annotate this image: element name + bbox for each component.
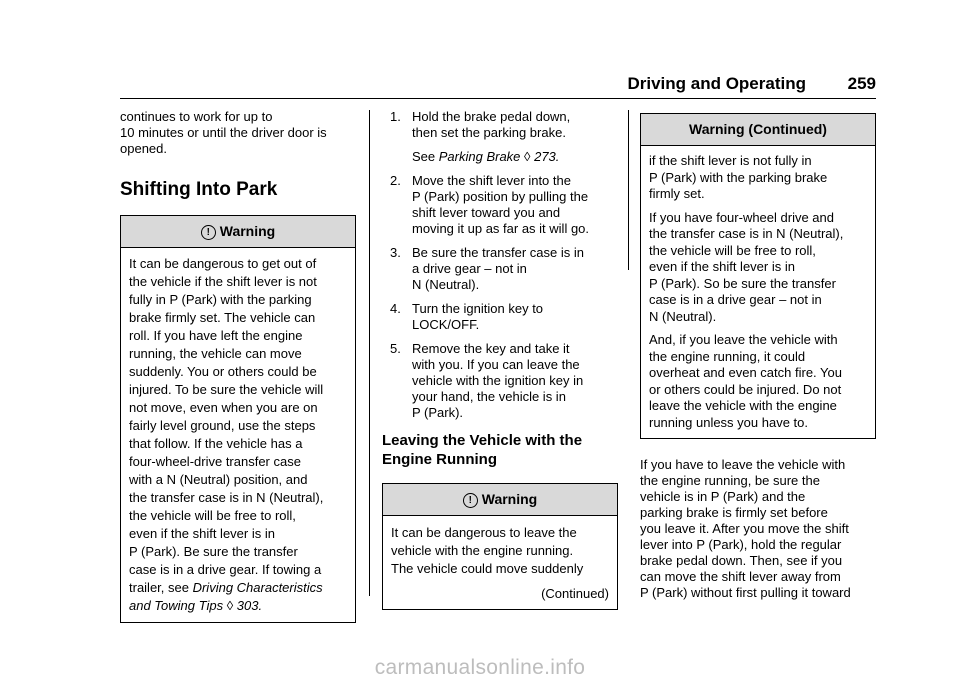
continued-label: (Continued) (541, 586, 609, 601)
xref-icon: ◊ (524, 149, 531, 164)
warning-header (121, 216, 355, 248)
column-1 (120, 109, 356, 623)
list-item: 3. Be sure the transfer case is in a drive gear – not in N (Neutral). (390, 245, 584, 292)
section-title-leaving-vehicle: Leaving the Vehicle with the Engine Running (382, 432, 583, 468)
intro-paragraph: continues to work for up to 10 minutes or until the driver door is opened. (120, 109, 327, 156)
xref-icon: ◊ (226, 598, 234, 613)
list-item: 4. Turn the ignition key to LOCK/OFF. (390, 301, 544, 332)
list-item: 2. Move the shift lever into the P (Park) position by pulling the shift lever toward you and moving it up as far as it will go. (390, 173, 590, 236)
section-header-title: Driving and Operating (627, 74, 806, 93)
warning-header (383, 484, 617, 516)
column-divider-2 (628, 110, 629, 270)
warning-box-continued (640, 113, 876, 439)
steps-list (382, 109, 618, 421)
page-number: 259 (847, 74, 876, 93)
page-header (120, 68, 876, 102)
xref-towing-tips[interactable]: and Towing Tips (129, 598, 224, 613)
warning-icon: ! (463, 493, 478, 508)
warning-label: Warning (219, 223, 276, 239)
warning-box-leaving (382, 483, 618, 610)
warning-header: Warning (Continued) (641, 114, 875, 146)
section-title-shifting-into-park: Shifting Into Park (120, 179, 278, 200)
list-item: 1. Hold the brake pedal down, then set the parking brake. See Parking Brake ◊ 273. (390, 109, 571, 164)
column-3 (640, 113, 876, 601)
warning-body: if the shift lever is not fully in P (Park) with the parking brake firmly set. If you have four-wheel drive and the transfer case is in N (Neutral), the vehicle will be free to roll, even if the shift lever is in P (Park). So be sure the transfer case is in a drive gear – not in N (Neutral). And, if you leave the vehicle with the engine running, it could overheat and even catch fire. You or others could be injured. Do not leave the vehicle with the engine running unless you have to. (649, 153, 844, 430)
warning-icon: ! (201, 225, 216, 240)
warning-label: Warning (481, 491, 538, 507)
column-divider-1 (369, 110, 370, 596)
warning-box-shifting (120, 215, 356, 623)
list-item: 5. Remove the key and take it with you. If you can leave the vehicle with the ignition key in your hand, the vehicle is in P (Park). (390, 341, 584, 420)
xref-driving-characteristics[interactable]: Driving Characteristics (192, 580, 323, 595)
xref-parking-brake[interactable]: Parking Brake (438, 149, 521, 164)
header-rule (120, 98, 876, 99)
warning-body: It can be dangerous to leave the vehicle with the engine running. The vehicle could move suddenly (Continued) (391, 525, 609, 601)
warning-body: It can be dangerous to get out of the vehicle if the shift lever is not fully in P (Park) with the parking brake firmly set. The vehicle can roll. If you have left the engine running, the vehicle can move suddenly. You or others could be injured. To be sure the vehicle will not move, even when you are on fairly level ground, use the steps that follow. If the vehicle has a four-wheel-drive transfer case with a N (Neutral) position, and the transfer case is in N (Neutral), the vehicle will be free to roll, even if the shift lever is in P (Park). Be sure the transfer case is in a drive gear. If towing a trailer, see Driving Characteristics and Towing Tips ◊ 303. (129, 256, 324, 613)
xref-page: 303. (236, 598, 263, 613)
watermark: carmanualsonline.info (374, 656, 586, 679)
column-2 (382, 109, 618, 610)
body-paragraph: If you have to leave the vehicle with the engine running, be sure the vehicle is in P (Park) and the parking brake is firmly set before you leave it. After you move the shift lever into P (Park), hold the regular brake pedal down. Then, see if you can move the shift lever away from P (Park) without first pulling it toward (640, 457, 851, 600)
